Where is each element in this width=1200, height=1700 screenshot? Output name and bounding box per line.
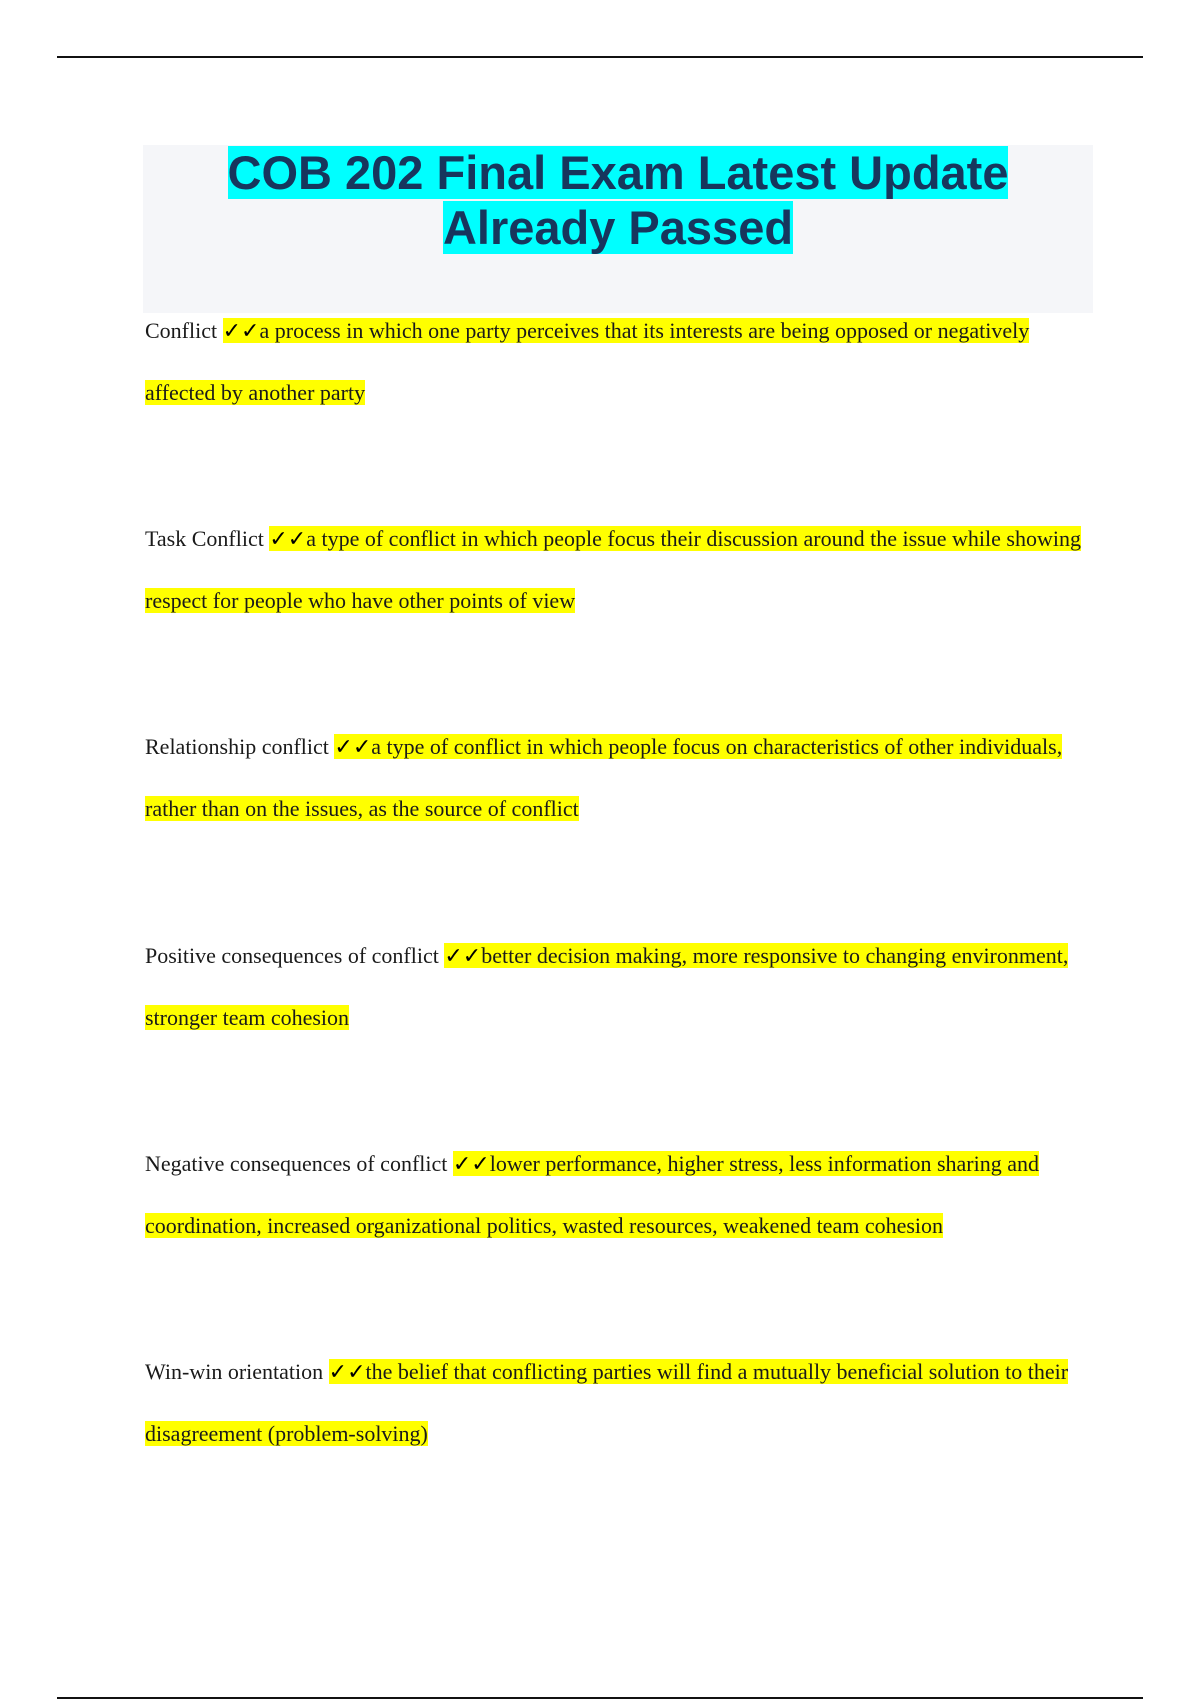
double-check-icon: ✓✓: [444, 944, 482, 969]
page-title: [143, 145, 1093, 255]
title-box: [143, 145, 1093, 313]
entry-term: Task Conflict: [145, 526, 264, 551]
bottom-rule: [57, 1697, 1143, 1699]
entry-term: Conflict: [145, 318, 218, 343]
entry-win-win-orientation: [145, 1341, 1095, 1464]
top-rule: [57, 56, 1143, 58]
entry-task-conflict: [145, 508, 1095, 631]
entry-term: Negative consequences of conflict: [145, 1151, 448, 1176]
entry-term: Positive consequences of conflict: [145, 943, 439, 968]
entry-term: Relationship conflict: [145, 734, 329, 759]
entry-definition: the belief that conflicting parties will find a mutually beneficial solution to their disagreement (problem-solving): [145, 1359, 1069, 1446]
entry-definition-block: [145, 318, 1029, 405]
entry-definition: a type of conflict in which people focus on characteristics of other individuals, rather than on the issues, as the source of conflict: [145, 734, 1063, 821]
entry-positive-consequences: [145, 925, 1095, 1048]
double-check-icon: ✓✓: [452, 1152, 490, 1177]
entry-definition: lower performance, higher stress, less information sharing and coordination, increased organizational politics, wasted resources, weakened team cohesion: [145, 1151, 1039, 1238]
double-check-icon: ✓✓: [328, 1360, 366, 1385]
entry-definition: better decision making, more responsive to changing environment, stronger team cohesion: [145, 943, 1069, 1030]
entry-definition: a process in which one party perceives that its interests are being opposed or negatively affected by another party: [145, 318, 1030, 405]
double-check-icon: ✓✓: [222, 319, 260, 344]
entry-term: Win-win orientation: [145, 1359, 324, 1384]
title-line-2: Already Passed: [442, 201, 794, 254]
double-check-icon: ✓✓: [334, 735, 372, 760]
entry-negative-consequences: [145, 1133, 1095, 1256]
entry-definition: a type of conflict in which people focus their discussion around the issue while showing respect for people who have other points of view: [145, 526, 1081, 613]
entry-definition-block: [145, 526, 1081, 613]
double-check-icon: ✓✓: [269, 527, 307, 552]
title-line-1: COB 202 Final Exam Latest Update: [227, 146, 1009, 199]
entry-conflict: [145, 300, 1095, 423]
entry-relationship-conflict: [145, 716, 1095, 839]
